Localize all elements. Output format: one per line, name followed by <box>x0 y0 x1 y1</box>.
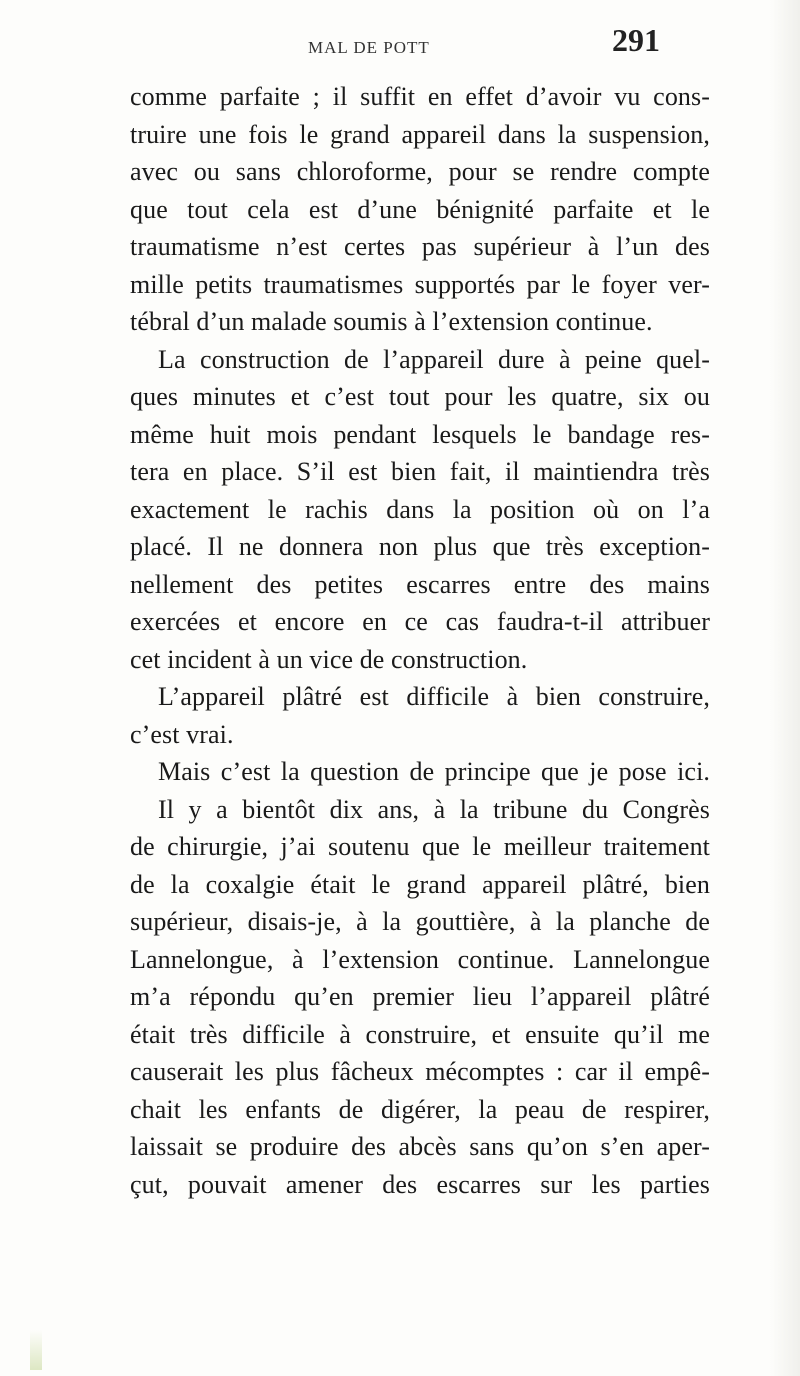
text-line: La construction de l’appareil dure à peine quel- <box>158 344 710 374</box>
text-line: était très difficile à construire, et ensuite qu’il me <box>130 1019 710 1049</box>
text-line: avec ou sans chloroforme, pour se rendre compte <box>130 157 710 186</box>
running-head <box>0 22 800 62</box>
text-line: tébral d’un malade soumis à l’extension continue. <box>130 307 653 336</box>
text-line: tera en place. S’il est bien fait, il maintiendra très <box>130 457 710 486</box>
text-line: que tout cela est d’une bénignité parfaite et le <box>130 194 710 224</box>
text-line: exercées et encore en ce cas faudra-t-il attribuer <box>130 607 710 636</box>
text-line: Lannelongue, à l’extension continue. Lannelongue <box>130 944 710 974</box>
text-line: de chirurgie, j’ai soutenu que le meilleur traitement <box>130 832 710 861</box>
text-line: laissait se produire des abcès sans qu’on s’en aper- <box>130 1132 710 1161</box>
text-line: çut, pouvait amener des escarres sur les parties <box>130 1169 710 1199</box>
text-line: nellement des petites escarres entre des mains <box>130 569 710 599</box>
running-title: MAL DE POTT <box>308 38 430 57</box>
text-line: même huit mois pendant lesquels le bandage res- <box>130 419 710 449</box>
page-number: 291 <box>612 22 660 58</box>
page-edge-shadow <box>770 0 800 1376</box>
text-line: cet incident à un vice de construction. <box>130 644 528 674</box>
text-line: Il y a bientôt dix ans, à la tribune du Congrès <box>158 794 710 824</box>
text-line: de la coxalgie était le grand appareil plâtré, bien <box>130 869 710 899</box>
text-line: m’a répondu qu’en premier lieu l’appareil plâtré <box>130 982 710 1011</box>
text-line: truire une fois le grand appareil dans la suspension, <box>130 119 710 149</box>
text-line: exactement le rachis dans la position où on l’a <box>130 494 710 524</box>
text-line: Mais c’est la question de principe que je pose ici. <box>158 757 710 786</box>
text-line: causerait les plus fâcheux mécomptes : car il empê- <box>130 1057 710 1086</box>
text-line: L’appareil plâtré est difficile à bien construire, <box>158 682 710 711</box>
paper-stain <box>30 1330 42 1370</box>
text-line: ques minutes et c’est tout pour les quatre, six ou <box>130 382 710 411</box>
text-line: comme parfaite ; il suffit en effet d’avoir vu cons- <box>130 82 710 111</box>
text-line: chait les enfants de digérer, la peau de respirer, <box>130 1094 710 1124</box>
text-line: supérieur, disais-je, à la gouttière, à la planche de <box>130 907 710 936</box>
text-line: c’est vrai. <box>130 719 234 749</box>
text-line: mille petits traumatismes supportés par le foyer ver- <box>130 269 710 299</box>
text-line: traumatisme n’est certes pas supérieur à l’un des <box>130 232 710 261</box>
text-line: placé. Il ne donnera non plus que très exception- <box>130 532 710 561</box>
body-text <box>130 78 710 1203</box>
